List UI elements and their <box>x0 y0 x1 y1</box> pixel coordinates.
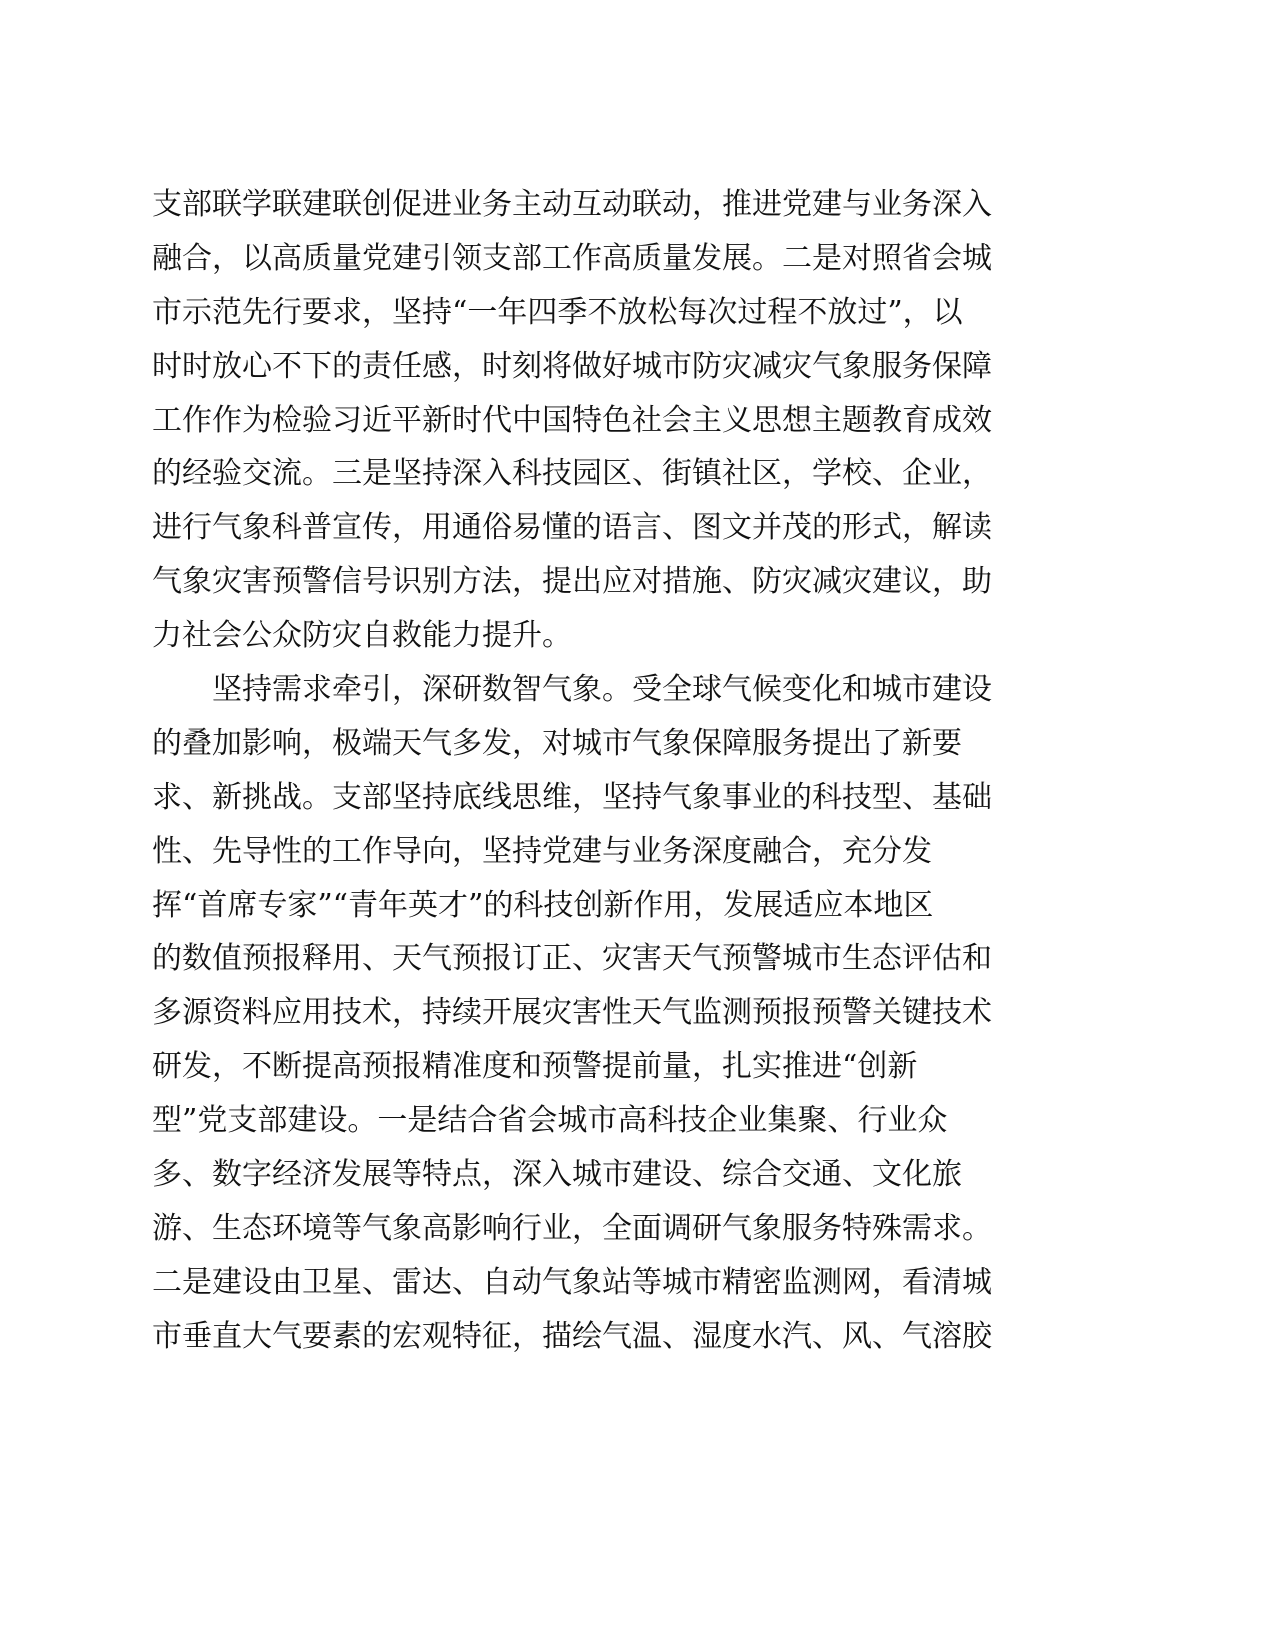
text-line: 游、生态环境等气象高影响行业，全面调研气象服务特殊需求。 <box>152 1210 992 1246</box>
body-text <box>152 178 1052 1364</box>
text-line: 支部联学联建联创促进业务主动互动联动，推进党建与业务深入 <box>152 187 992 222</box>
text-line: 进行气象科普宣传，用通俗易懂的语言、图文并茂的形式，解读 <box>152 510 992 546</box>
text-line: 时时放心不下的责任感，时刻将做好城市防灾减灾气象服务保障 <box>152 348 992 384</box>
text-line: 多源资料应用技术，持续开展灾害性天气监测预报预警关键技术 <box>152 995 992 1031</box>
text-line: 融合，以高质量党建引领支部工作高质量发展。二是对照省会城 <box>152 240 992 276</box>
text-line: 的经验交流。三是坚持深入科技园区、街镇社区，学校、企业， <box>152 456 992 492</box>
text-line: 二是建设由卫星、雷达、自动气象站等城市精密监测网，看清城 <box>152 1264 992 1300</box>
text-line: 性、先导性的工作导向，坚持党建与业务深度融合，充分发 <box>152 833 932 869</box>
text-line: 力社会公众防灾自救能力提升。 <box>152 618 572 654</box>
text-line: 挥“首席专家”“青年英才”的科技创新作用，发展适应本地区 <box>152 887 934 923</box>
paragraph-start-line: 坚持需求牵引，深研数智气象。受全球气候变化和城市建设 <box>212 672 992 708</box>
text-line: 市垂直大气要素的宏观特征，描绘气温、湿度水汽、风、气溶胶 <box>152 1318 992 1354</box>
text-line: 气象灾害预警信号识别方法，提出应对措施、防灾减灾建议，助 <box>152 564 992 600</box>
text-line: 市示范先行要求，坚持“一年四季不放松每次过程不放过”，以 <box>152 294 963 330</box>
text-line: 工作作为检验习近平新时代中国特色社会主义思想主题教育成效 <box>152 402 992 438</box>
text-line: 求、新挑战。支部坚持底线思维，坚持气象事业的科技型、基础 <box>152 779 992 815</box>
text-line: 的数值预报释用、天气预报订正、灾害天气预警城市生态评估和 <box>152 941 992 977</box>
text-line: 的叠加影响，极端天气多发，对城市气象保障服务提出了新要 <box>152 725 962 761</box>
text-line: 研发，不断提高预报精准度和预警提前量，扎实推进“创新 <box>152 1049 918 1085</box>
text-line: 型”党支部建设。一是结合省会城市高科技企业集聚、行业众 <box>152 1103 948 1139</box>
text-line: 多、数字经济发展等特点，深入城市建设、综合交通、文化旅 <box>152 1157 962 1193</box>
